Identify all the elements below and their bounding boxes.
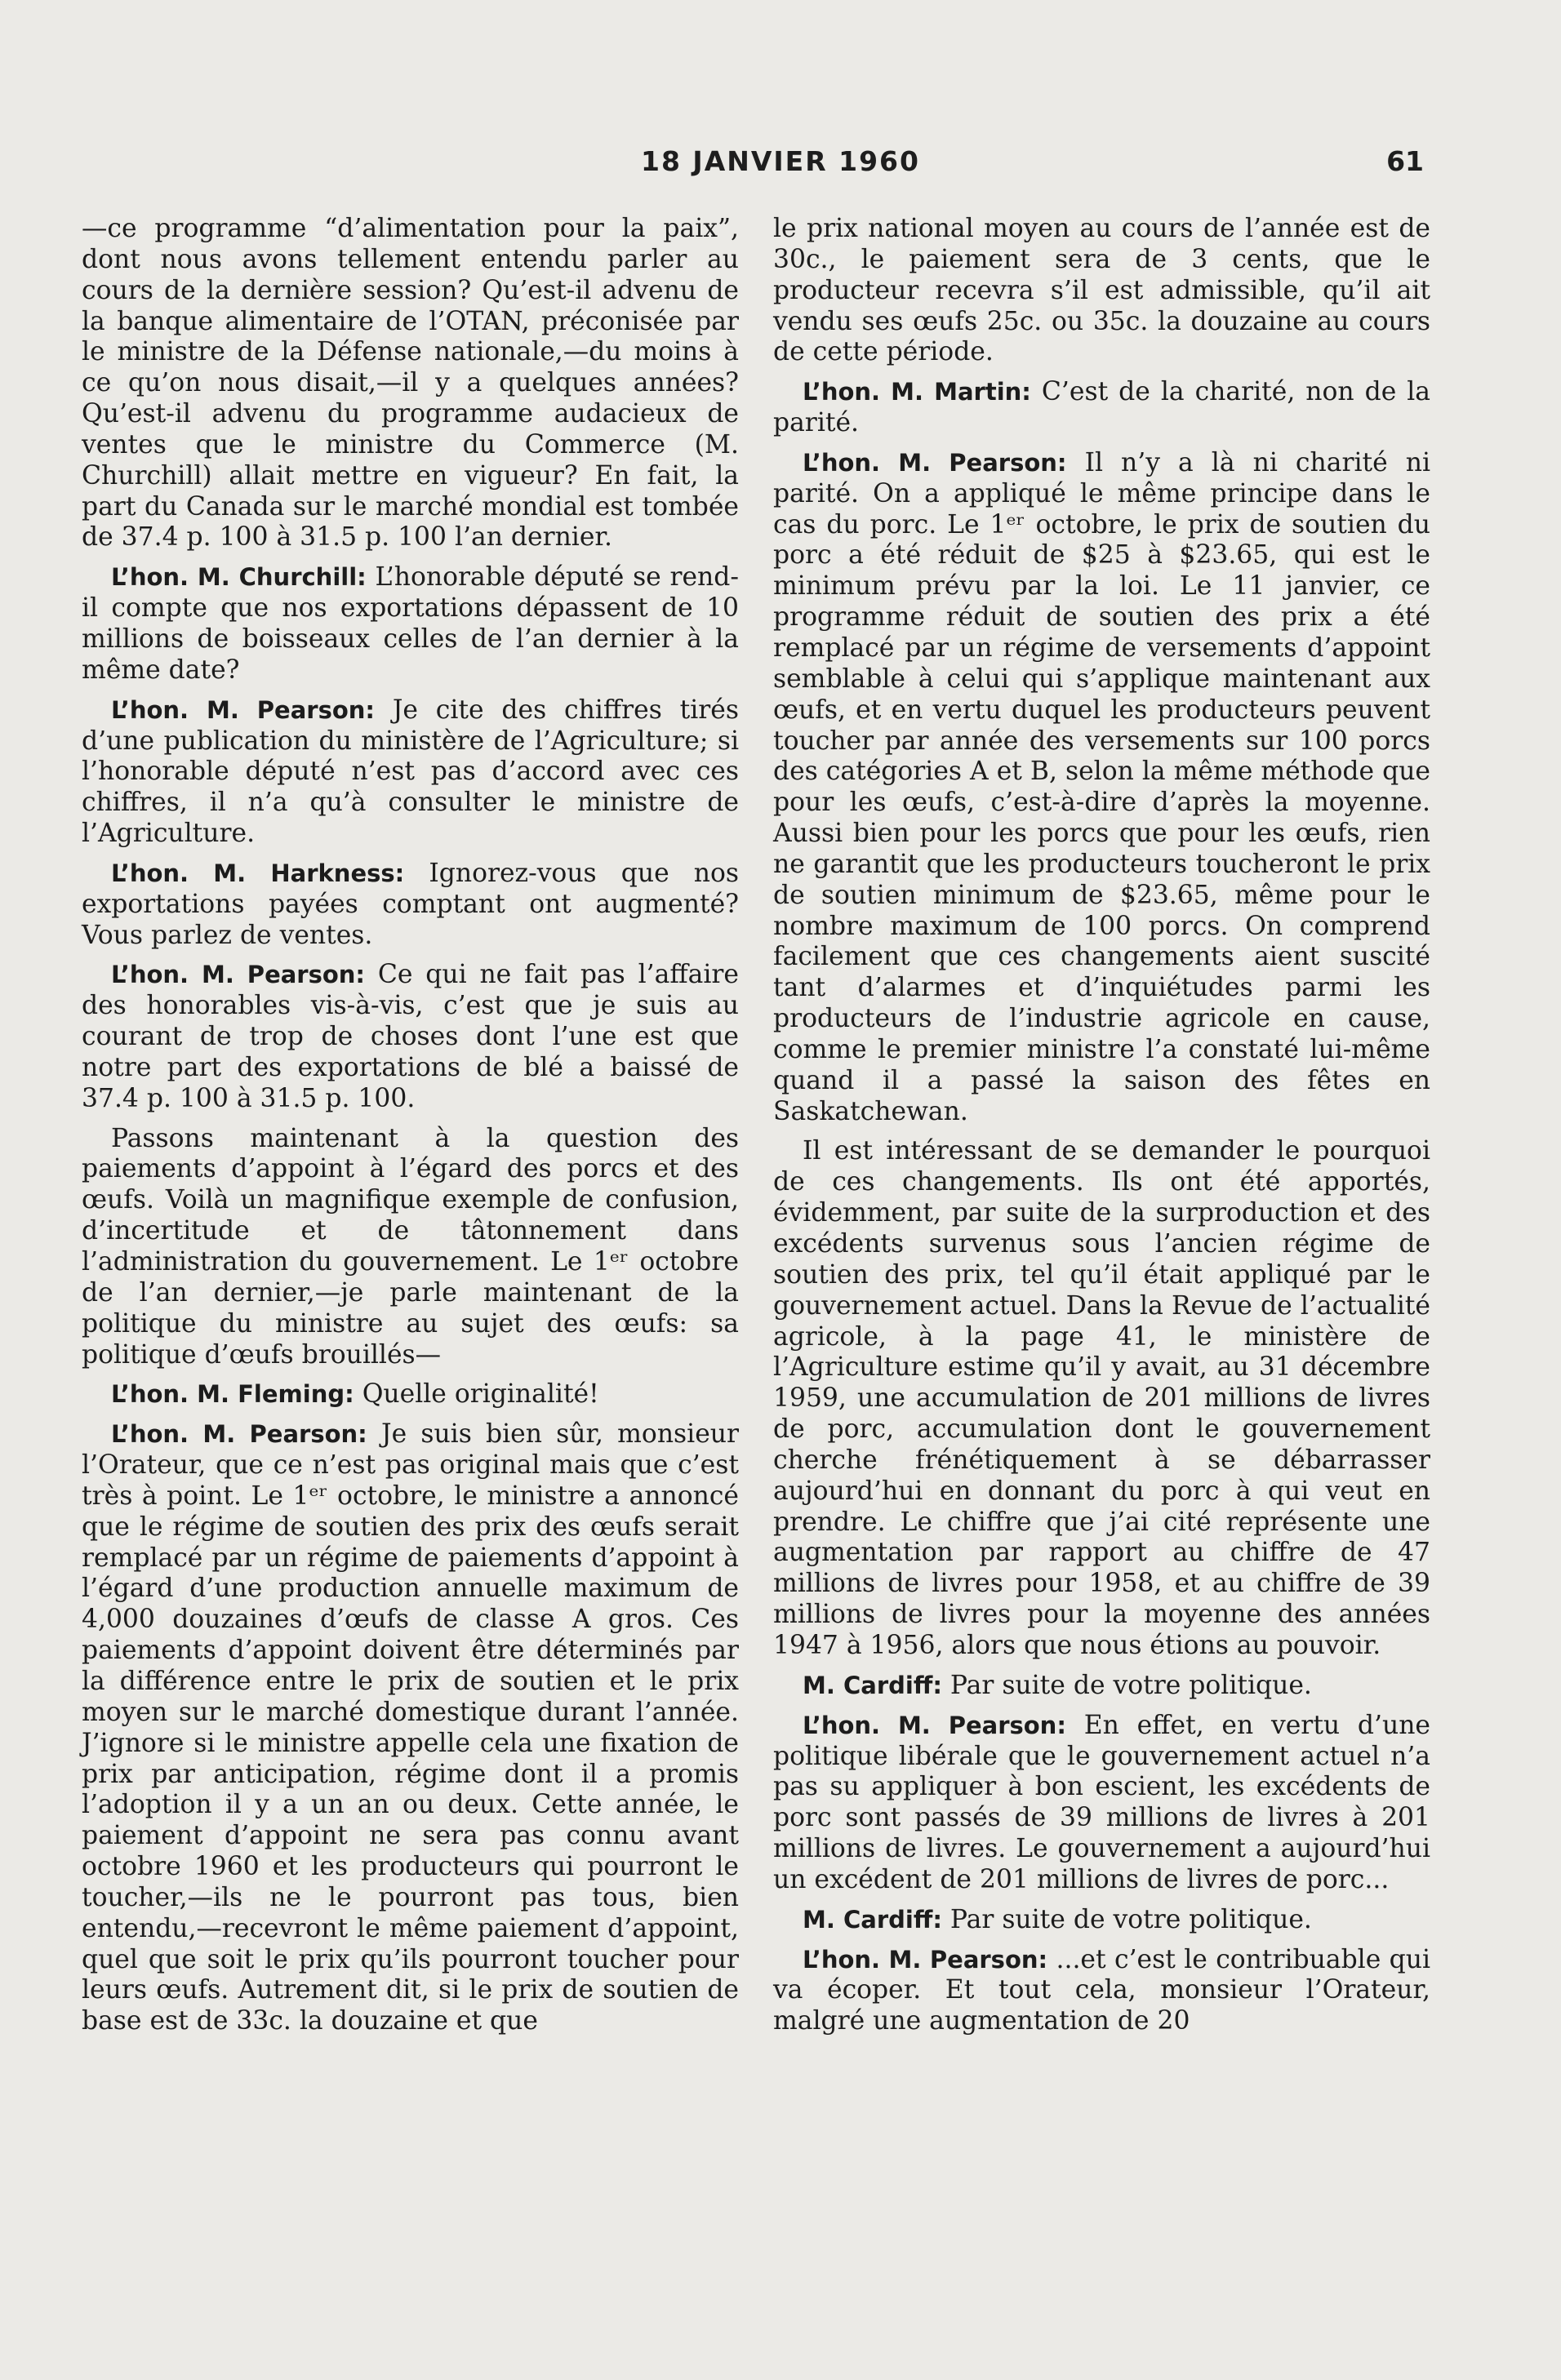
paragraph	[773, 214, 1430, 368]
speaker-name: L’hon. M. Harkness:	[111, 859, 405, 887]
speaker-name: L’hon. M. Pearson:	[803, 1945, 1048, 1974]
paragraph	[82, 1124, 739, 1371]
paragraph-text: Je suis bien sûr, monsieur l’Orateur, que ce n’est pas original mais que c’est très à point. Le 1ᵉʳ octobre, le ministre a annoncé que le régime de soutien des prix des œufs serait remplacé par un régime de paiements d’appoint à l’égard d’une production annuelle maximum de 4,000 douzaines d’œufs de classe A gros. Ces paiements d’appoint doivent être déterminés par la différence entre le prix de soutien et le prix moyen sur le marché domestique durant l’année. J’ignore si le ministre appelle cela une fixation de prix par anticipation, régime dont il a promis l’adoption il y a un an ou deux. Cette année, le paiement d’appoint ne sera pas connu avant octobre 1960 et les producteurs qui pourront le toucher,—ils ne le pourront pas tous, bien entendu,—recevront le même paiement d’appoint, quel que soit le prix qu’ils pourront toucher pour leurs œufs. Autrement dit, si le prix de soutien de base est de 33c. la douzaine et que	[82, 1419, 739, 2036]
paragraph	[773, 377, 1430, 439]
paragraph-text: ...et c’est le contribuable qui va écoper. Et tout cela, monsieur l’Orateur, malgré une augmentation de 20	[773, 1944, 1430, 2036]
paragraph-text: Par suite de votre politique.	[949, 1904, 1312, 1934]
paragraph	[773, 1945, 1430, 2038]
speaker-name: M. Cardiff:	[803, 1905, 942, 1934]
page-date: 18 JANVIER 1960	[641, 145, 920, 177]
paragraph	[82, 695, 739, 850]
paragraph-text: Il n’y a là ni charité ni parité. On a appliqué le même principe dans le cas du porc. Le 1ᵉʳ octobre, le prix de soutien du porc a été réduit de $25 à $23.65, qui est le minimum prévu par la loi. Le 11 janvier, ce programme réduit de soutien des prix a été remplacé par un régime de versements d’appoint semblable à celui qui s’applique maintenant aux œufs, et en vertu duquel les producteurs peuvent toucher par année des versements sur 100 porcs des catégories A et B, selon la même méthode que pour les œufs, c’est-à-dire d’après la moyenne. Aussi bien pour les porcs que pour les œufs, rien ne garantit que les producteurs toucheront le prix de soutien minimum de $23.65, même pour le nombre maximum de 100 porcs. On comprend facilement que ces changements aient suscité tant d’alarmes et d’inquiétudes parmi les producteurs de l’industrie agricole en cause, comme le premier ministre l’a constaté lui-même quand il a passé la saison des fêtes en Saskatchewan.	[773, 447, 1430, 1126]
speaker-name: L’hon. M. Fleming:	[111, 1380, 354, 1409]
right-column	[773, 214, 1430, 2046]
page-number: 61	[1386, 145, 1424, 177]
speaker-name: L’hon. M. Churchill:	[111, 563, 367, 592]
paragraph-text: Par suite de votre politique.	[949, 1670, 1312, 1700]
paragraph	[773, 1136, 1430, 1661]
paragraph-text: En effet, en vertu d’une politique libérale que le gouvernement actuel n’a pas su appliquer à bon escient, les excédents de porc sont passés de 39 millions de livres à 201 millions de livres. Le gouvernement a aujourd’hui un excédent de 201 millions de livres de porc...	[773, 1710, 1430, 1894]
left-column	[82, 214, 739, 2046]
paragraph-text: Passons maintenant à la question des paiements d’appoint à l’égard des porcs et des œufs. Voilà un magnifique exemple de confusion, d’incertitude et de tâtonnement dans l’administration du gouvernement. Le 1ᵉʳ octobre de l’an dernier,—je parle maintenant de la politique du ministre au sujet des œufs: sa politique d’œufs brouillés—	[82, 1123, 739, 1370]
paragraph	[82, 562, 739, 686]
speaker-name: L’hon. M. Pearson:	[111, 961, 366, 989]
paragraph-text: le prix national moyen au cours de l’année est de 30c., le paiement sera de 3 cents, que le producteur recevra s’il est admissible, qu’il ait vendu ses œufs 25c. ou 35c. la douzaine au cours de cette période.	[773, 214, 1430, 367]
page-header	[0, 145, 1561, 194]
speaker-name: L’hon. M. Pearson:	[111, 1420, 367, 1449]
paragraph-text: Ignorez-vous que nos exportations payées comptant ont augmenté? Vous parlez de ventes.	[82, 858, 739, 950]
paragraph	[82, 960, 739, 1114]
paragraph-text: Quelle originalité!	[362, 1379, 599, 1410]
speaker-name: L’hon. M. Martin:	[803, 378, 1031, 406]
paragraph	[82, 859, 739, 952]
paragraph	[773, 1671, 1430, 1702]
paragraph-text: Ce qui ne fait pas l’affaire des honorables vis-à-vis, c’est que je suis au courant de trop de choses dont l’une est que notre part des exportations de blé a baissé de 37.4 p. 100 à 31.5 p. 100.	[82, 960, 739, 1113]
paragraph	[82, 1379, 739, 1410]
paragraph-text: C’est de la charité, non de la parité.	[773, 377, 1431, 438]
paragraph	[773, 1905, 1430, 1936]
paragraph-text: L’honorable député se rend-il compte que nos exportations dépassent de 10 millions de boisseaux celles de l’an dernier à la même date?	[82, 562, 739, 685]
speaker-name: L’hon. M. Pearson:	[111, 695, 376, 724]
speaker-name: L’hon. M. Pearson:	[803, 448, 1067, 477]
speaker-name: M. Cardiff:	[803, 1671, 942, 1699]
paragraph	[82, 1419, 739, 2037]
paragraph-text: Je cite des chiffres tirés d’une publication du ministère de l’Agriculture; si l’honorable député n’est pas d’accord avec ces chiffres, il n’a qu’à consulter le ministre de l’Agriculture.	[82, 695, 739, 849]
paragraph-text: —ce programme “d’alimentation pour la paix”, dont nous avons tellement entendu parler au cours de la dernière session? Qu’est-il advenu de la banque alimentaire de l’OTAN, préconisée par le ministre de la Défense nationale,—du moins à ce qu’on nous disait,—il y a quelques années? Qu’est-il advenu du programme audacieux de ventes que le ministre du Commerce (M. Churchill) allait mettre en vigueur? En fait, la part du Canada sur le marché mondial est tombée de 37.4 p. 100 à 31.5 p. 100 l’an dernier.	[82, 214, 739, 553]
paragraph-text: Il est intéressant de se demander le pourquoi de ces changements. Ils ont été apportés, évidemment, par suite de la surproduction et des excédents survenus sous l’ancien régime de soutien des prix, tel qu’il était appliqué par le gouvernement actuel. Dans la Revue de l’actualité agricole, à la page 41, le ministère de l’Agriculture estime qu’il y avait, au 31 décembre 1959, une accumulation de 201 millions de livres de porc, accumulation dont le gouvernement cherche frénétiquement à se débarrasser aujourd’hui en donnant du porc à qui veut en prendre. Le chiffre que j’ai cité représente une augmentation par rapport au chiffre de 47 millions de livres pour 1958, et au chiffre de 39 millions de livres pour la moyenne des années 1947 à 1956, alors que nous étions au pouvoir.	[773, 1136, 1430, 1660]
paragraph	[773, 1711, 1430, 1896]
speaker-name: L’hon. M. Pearson:	[803, 1711, 1066, 1739]
paragraph	[82, 214, 739, 553]
paragraph	[773, 448, 1430, 1128]
